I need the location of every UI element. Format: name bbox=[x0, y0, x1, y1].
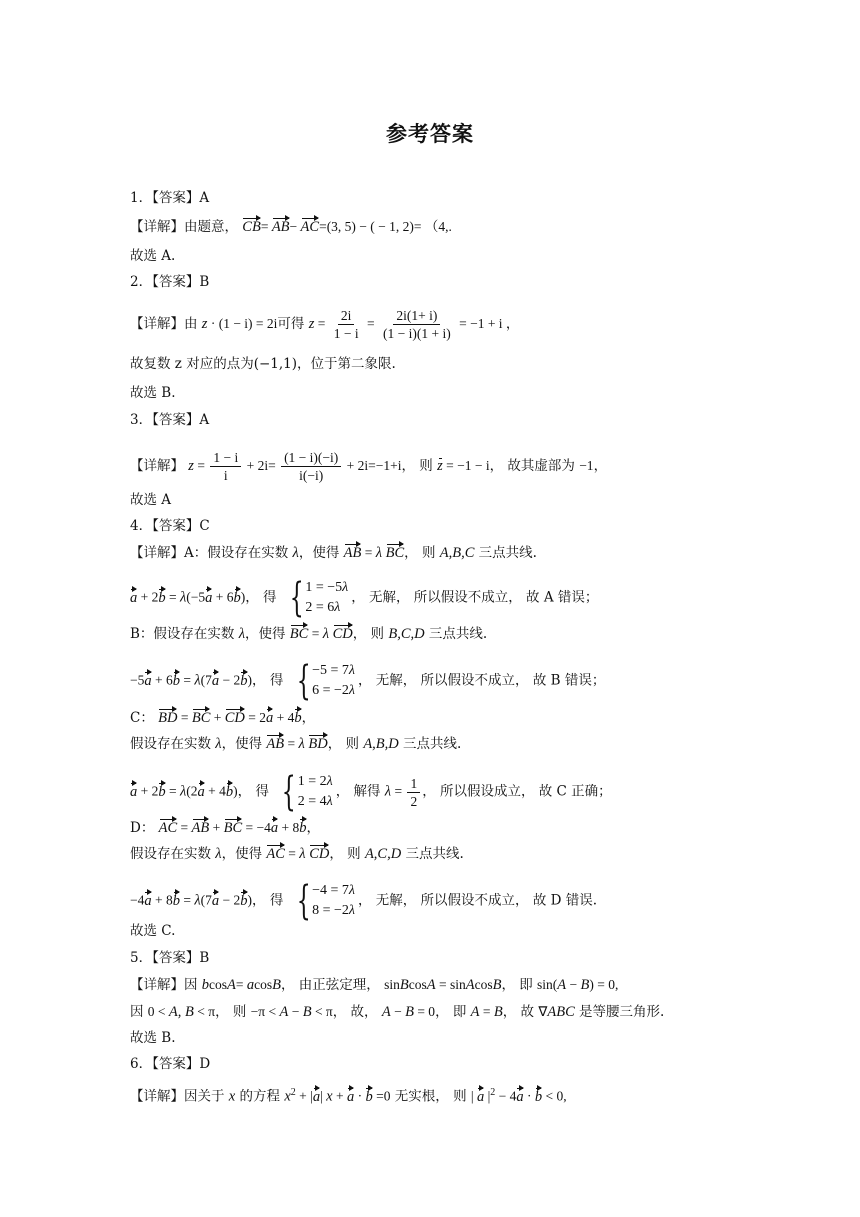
detail-2-math: z · (1 − i) = 2i可得 z = $\frac{2i}{1 - i}$ = $\frac{2i(1+ i)}{(1 - i)(1 + i)}$ = −1 + i ， bbox=[201, 308, 520, 341]
detail-1 bbox=[130, 217, 452, 237]
answer-3: 3．【答案】A bbox=[130, 412, 210, 428]
q4-c-line: C： BD = BC + CD = 2a + 4b， bbox=[130, 710, 316, 726]
answer-1: 1．【答案】A bbox=[130, 190, 210, 206]
page-title: 参考答案 bbox=[386, 122, 474, 146]
q4-a-intro: 【详解】A：假设存在实数 λ，使得 AB = λ BC， 则 A,B,C 三点共线. bbox=[130, 545, 537, 561]
choose-5: 故选 B. bbox=[130, 1030, 176, 1046]
answer-2: 2．【答案】B bbox=[130, 274, 210, 290]
q4-c-eq: a + 2b = λ(2a + 4b)， 得 { 1 = 2λ 2 = 4λ ， 解得 λ = $\frac{1}{2}$ ， 所以假设成立， 故 C 正确； bbox=[130, 769, 612, 815]
detail-3 bbox=[130, 449, 607, 484]
q4-d-line: D： AC = AB + BC = −4a + 8b， bbox=[130, 820, 321, 836]
q4-d-intro: 假设存在实数 λ，使得 AC = λ CD， 则 A,C,D 三点共线. bbox=[130, 846, 464, 862]
detail-2 bbox=[130, 307, 519, 342]
choose-3: 故选 A bbox=[130, 492, 172, 508]
q5-line-1: 【详解】因 bcosA= acosB， 由正弦定理， sinBcosA = sinAcosB， 即 sin(A − B) = 0, bbox=[130, 977, 619, 993]
choose-4: 故选 C. bbox=[130, 923, 176, 939]
detail-2-extra: 故复数 z 对应的点为(−1,1)，位于第二象限. bbox=[130, 356, 396, 372]
q4-b-intro: B：假设存在实数 λ，使得 BC = λ CD， 则 B,C,D 三点共线. bbox=[130, 626, 488, 642]
q5-line-2: 因 0 < A, B < π， 则 −π < A − B < π， 故， A − B = 0， 即 A = B， 故 ∇ABC 是等腰三角形. bbox=[130, 1004, 665, 1020]
answer-5: 5．【答案】B bbox=[130, 950, 210, 966]
choose-1: 故选 A. bbox=[130, 248, 176, 264]
q6-line-1: 【详解】因关于 x 的方程 $x^2 + |a|$ x + a · b =0 无实根， 则 | a $|^2 - 4a \cdot b < 0$, bbox=[130, 1087, 567, 1105]
detail-1-math: CB= AB− AC=(3, 5) − ( − 1, 2)= （4,. bbox=[242, 219, 452, 235]
detail-1-prefix: 【详解】由题意， bbox=[130, 219, 238, 235]
answer-6: 6．【答案】D bbox=[130, 1056, 211, 1072]
q4-d-eq: −4a + 8b = λ(7a − 2b)， 得 { −4 = 7λ 8 = −2λ ， 无解， 所以假设不成立， 故 D 错误. bbox=[130, 878, 598, 924]
q4-a-eq: a + 2b = λ(−5a + 6b)， 得 { 1 = −5λ 2 = 6λ ， 无解， 所以假设不成立， 故 A 错误； bbox=[130, 575, 599, 621]
answer-4: 4．【答案】C bbox=[130, 518, 210, 534]
detail-3-math: z = $\frac{1 - i}{i}$ + 2i= $\frac{(1 - i)(-i)}{i(-i)}$ + 2i=−1+i， 则 z = −1 − i， 故其虚部为 −1， bbox=[188, 450, 608, 483]
detail-3-prefix: 【详解】 bbox=[130, 458, 184, 474]
q4-b-eq: −5a + 6b = λ(7a − 2b)， 得 { −5 = 7λ 6 = −2λ ， 无解， 所以假设不成立， 故 B 错误； bbox=[130, 658, 606, 704]
detail-2-prefix: 【详解】由 bbox=[130, 316, 198, 332]
q4-c-intro: 假设存在实数 λ，使得 AB = λ BD， 则 A,B,D 三点共线. bbox=[130, 736, 462, 752]
choose-2: 故选 B. bbox=[130, 385, 176, 401]
